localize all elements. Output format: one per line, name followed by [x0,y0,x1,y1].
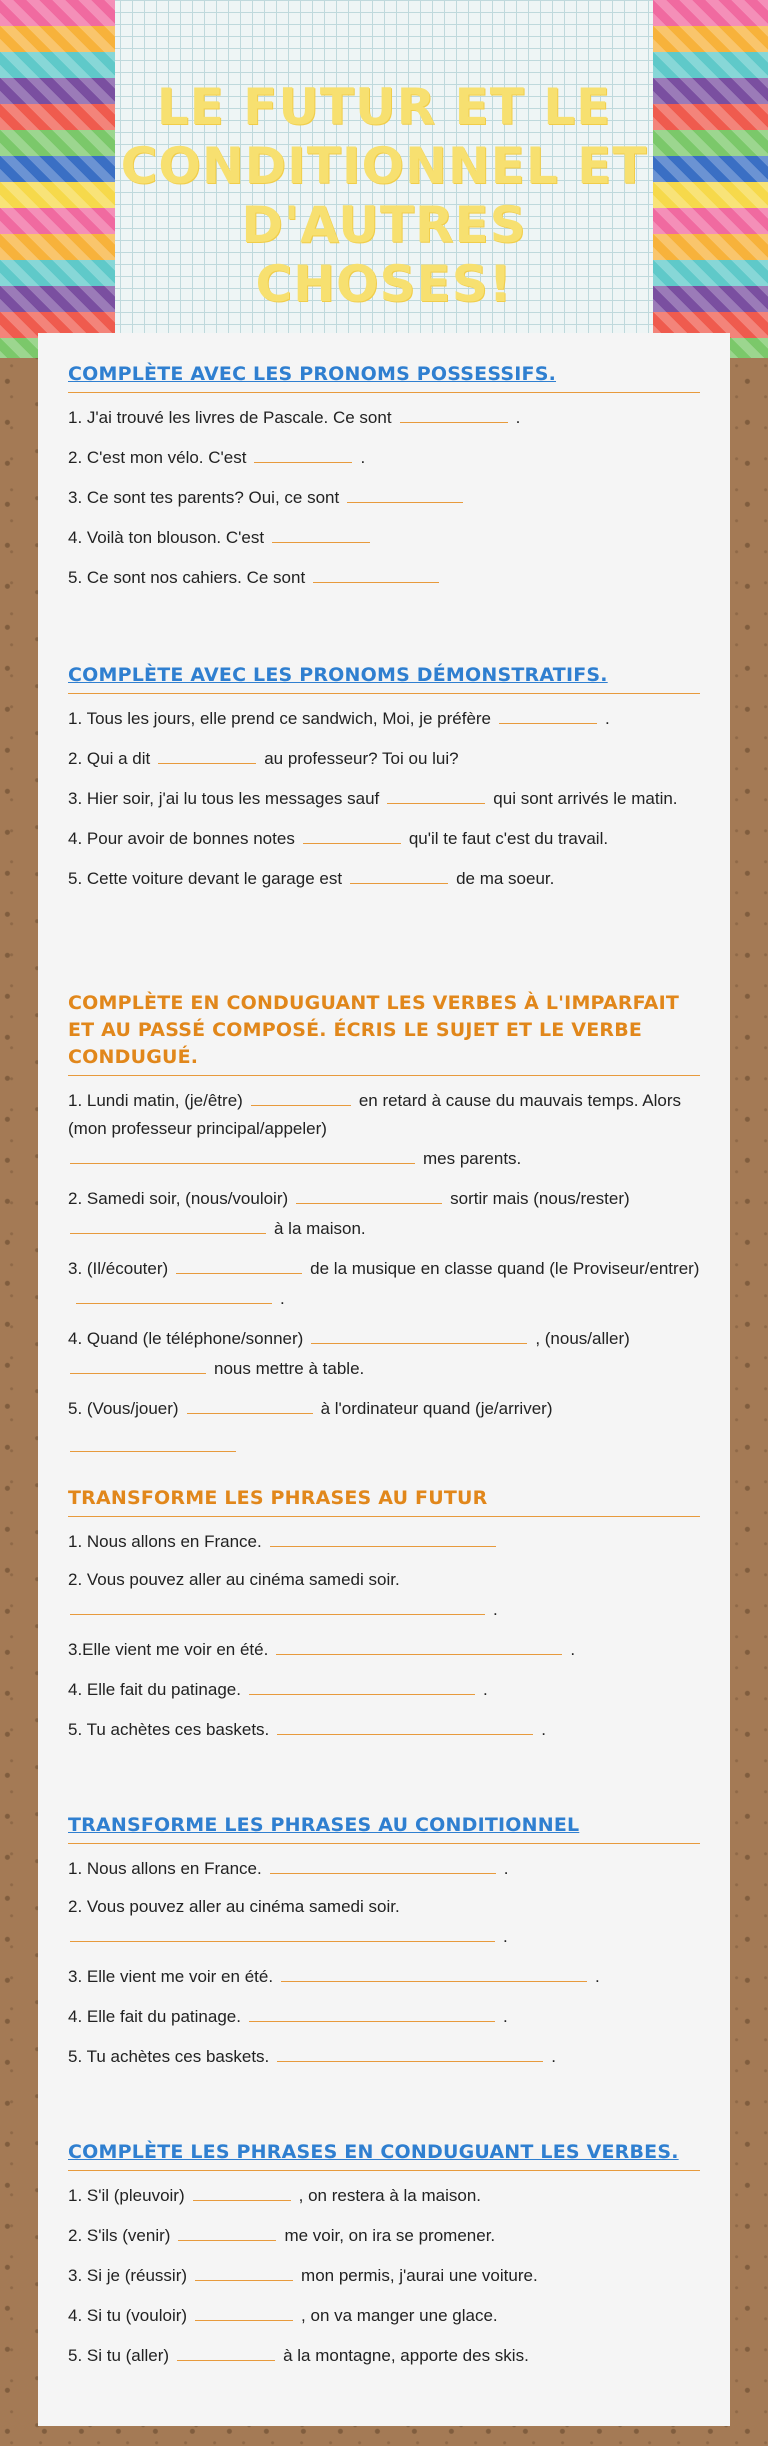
question-text-end: . [551,2047,557,2066]
answer-blank[interactable] [70,1921,495,1942]
question-text: 3. Elle vient me voir en été. [68,1967,274,1986]
question-text-end: mon permis, j'aurai une voiture. [301,2266,538,2285]
title-line-1: LE FUTUR ET LE [156,78,612,136]
question-text-end: nous mettre à table. [214,1359,365,1378]
section-conduguer-verbes [68,2139,700,2380]
worksheet-paper [38,333,730,2426]
answer-blank[interactable] [400,402,508,423]
question-1 [68,1085,700,1173]
section-title: COMPLÈTE EN CONDUGUANT LES VERBES À L'IMPARFAIT ET AU PASSÉ COMPOSÉ. ÉCRIS LE SUJET ET LE VERBE CONDUGUÉ. [68,990,700,1076]
question-3 [68,783,700,813]
question-2 [68,442,700,472]
question-5 [68,2340,700,2370]
answer-blank[interactable] [350,863,448,884]
question-text-middle: de la musique en classe quand (le Proviseur/entrer) [310,1259,700,1278]
question-text-end: mes parents. [423,1149,522,1168]
question-text: 2. C'est mon vélo. C'est [68,448,247,467]
answer-blank[interactable] [177,2340,275,2361]
question-text: 5. Si tu (aller) [68,2346,170,2365]
question-3 [68,1634,700,1664]
question-5 [68,1393,700,1461]
question-text-end: . [280,1289,285,1308]
answer-blank[interactable] [296,1183,442,1204]
section-conditionnel [68,1812,700,2081]
question-3 [68,2260,700,2290]
question-2 [68,1183,700,1243]
question-text-middle: à l'ordinateur quand (je/arriver) [320,1399,553,1418]
question-text: 3. (Il/écouter) [68,1259,169,1278]
question-text-middle: en retard à cause du mauvais temps. Alors (mon professeur principal/appeler) [68,1091,682,1138]
question-text-end: . [482,1680,488,1699]
question-4 [68,1323,700,1383]
answer-blank[interactable] [76,1283,272,1304]
answer-blank[interactable] [195,2300,293,2321]
section-demonstratifs [68,662,700,903]
question-text: 2. Samedi soir, (nous/vouloir) [68,1189,289,1208]
answer-blank[interactable] [193,2180,291,2201]
question-3 [68,1961,700,1991]
question-text: 4. Si tu (vouloir) [68,2306,188,2325]
title-line-3: D'AUTRES CHOSES! [241,196,527,313]
answer-blank[interactable] [281,1961,587,1982]
question-2 [68,743,700,773]
question-text: 2. S'ils (venir) [68,2226,171,2245]
question-text: 1. Tous les jours, elle prend ce sandwich, Moi, je préfère [68,709,492,728]
answer-blank[interactable] [272,522,370,543]
question-5 [68,863,700,893]
answer-blank[interactable] [187,1393,313,1414]
answer-blank[interactable] [195,2260,293,2281]
question-1 [68,402,700,432]
chevron-pattern-right [653,0,768,358]
header-banner [0,0,768,358]
chevron-pattern-left [0,0,115,358]
question-4 [68,2001,700,2031]
title-line-2: CONDITIONNEL ET [120,137,648,195]
answer-blank[interactable] [313,562,439,583]
answer-blank[interactable] [387,783,485,804]
question-1 [68,1853,700,1883]
question-2 [68,1566,700,1624]
question-text: 1. Nous allons en France. [68,1859,262,1878]
question-text: 5. (Vous/jouer) [68,1399,179,1418]
question-text-end: à la montagne, apporte des skis. [283,2346,529,2365]
question-text-end: . [503,1859,509,1878]
answer-blank[interactable] [249,2001,495,2022]
answer-blank[interactable] [178,2220,276,2241]
question-text-end: . [360,448,366,467]
question-1 [68,2180,700,2210]
answer-blank[interactable] [70,1353,206,1374]
question-text: 4. Quand (le téléphone/sonner) [68,1329,304,1348]
section-title: COMPLÈTE AVEC LES PRONOMS DÉMONSTRATIFS. [68,662,700,694]
question-text-end: . [605,709,610,728]
question-5 [68,1714,700,1744]
question-4 [68,1674,700,1704]
question-3 [68,1253,700,1313]
question-text-end: au professeur? Toi ou lui? [264,749,459,768]
answer-blank[interactable] [158,743,256,764]
question-text: 4. Voilà ton blouson. C'est [68,528,265,547]
question-text-middle: sortir mais (nous/rester) [450,1189,630,1208]
question-text: 4. Pour avoir de bonnes notes [68,829,295,848]
question-text-end: qu'il te faut c'est du travail. [408,829,609,848]
section-title: TRANSFORME LES PHRASES AU FUTUR [68,1485,700,1517]
question-1 [68,703,700,733]
section-possessifs [68,361,700,602]
answer-blank[interactable] [276,1634,562,1655]
question-text: 5. Tu achètes ces baskets. [68,2047,270,2066]
question-text: 5. Ce sont nos cahiers. Ce sont [68,568,306,587]
question-text-end: . [502,2007,508,2026]
answer-blank[interactable] [70,1431,236,1452]
question-text-end: , on restera à la maison. [298,2186,481,2205]
question-5 [68,2041,700,2071]
answer-blank[interactable] [70,1594,485,1615]
question-text: 2. Vous pouvez aller au cinéma samedi soir. [68,1897,400,1916]
question-text-end: , on va manger une glace. [301,2306,498,2325]
question-text-end: à la maison. [274,1219,366,1238]
question-text: 1. J'ai trouvé les livres de Pascale. Ce sont [68,408,392,427]
answer-blank[interactable] [249,1674,475,1695]
question-text: 4. Elle fait du patinage. [68,2007,241,2026]
question-text: 3.Elle vient me voir en été. [68,1640,269,1659]
answer-blank[interactable] [251,1085,351,1106]
question-text: 2. Qui a dit [68,749,151,768]
answer-blank[interactable] [70,1143,415,1164]
question-text: 3. Si je (réussir) [68,2266,188,2285]
question-2 [68,2220,700,2250]
question-text: 4. Elle fait du patinage. [68,1680,241,1699]
question-text-end: me voir, on ira se promener. [284,2226,496,2245]
answer-blank[interactable] [176,1253,302,1274]
question-text-end: . [493,1600,498,1619]
answer-blank[interactable] [277,2041,543,2062]
section-title: COMPLÈTE AVEC LES PRONOMS POSSESSIFS. [68,361,700,393]
question-text-end: . [570,1640,576,1659]
question-4 [68,522,700,552]
answer-blank[interactable] [347,482,463,503]
question-text: 1. Lundi matin, (je/être) [68,1091,243,1110]
answer-blank[interactable] [499,703,597,724]
question-text-end: . [515,408,521,427]
answer-blank[interactable] [270,1526,496,1547]
question-2 [68,1893,700,1951]
question-1 [68,1526,700,1556]
page-title [120,78,648,314]
answer-blank[interactable] [277,1714,533,1735]
question-text-end: . [503,1927,508,1946]
question-text: 2. Vous pouvez aller au cinéma samedi soir. [68,1570,400,1589]
question-4 [68,2300,700,2330]
question-3 [68,482,700,512]
section-title: COMPLÈTE LES PHRASES EN CONDUGUANT LES VERBES. [68,2139,700,2171]
answer-blank[interactable] [254,442,352,463]
question-text: 5. Cette voiture devant le garage est [68,869,343,888]
question-text-end: . [595,1967,600,1986]
question-text: 1. Nous allons en France. [68,1532,262,1551]
question-text: 1. S'il (pleuvoir) [68,2186,185,2205]
question-text: 3. Ce sont tes parents? Oui, ce sont [68,488,340,507]
question-text-end: . [541,1720,547,1739]
answer-blank[interactable] [70,1213,266,1234]
question-text-middle: , (nous/aller) [535,1329,630,1348]
question-4 [68,823,700,853]
section-title: TRANSFORME LES PHRASES AU CONDITIONNEL [68,1812,700,1844]
question-5 [68,562,700,592]
question-text-end: qui sont arrivés le matin. [493,789,678,808]
answer-blank[interactable] [303,823,401,844]
section-futur [68,1485,700,1754]
section-imparfait-passe-compose [68,990,700,1471]
question-text: 5. Tu achètes ces baskets. [68,1720,270,1739]
answer-blank[interactable] [270,1853,496,1874]
question-text: 3. Hier soir, j'ai lu tous les messages sauf [68,789,380,808]
answer-blank[interactable] [311,1323,527,1344]
question-text-end: de ma soeur. [456,869,555,888]
